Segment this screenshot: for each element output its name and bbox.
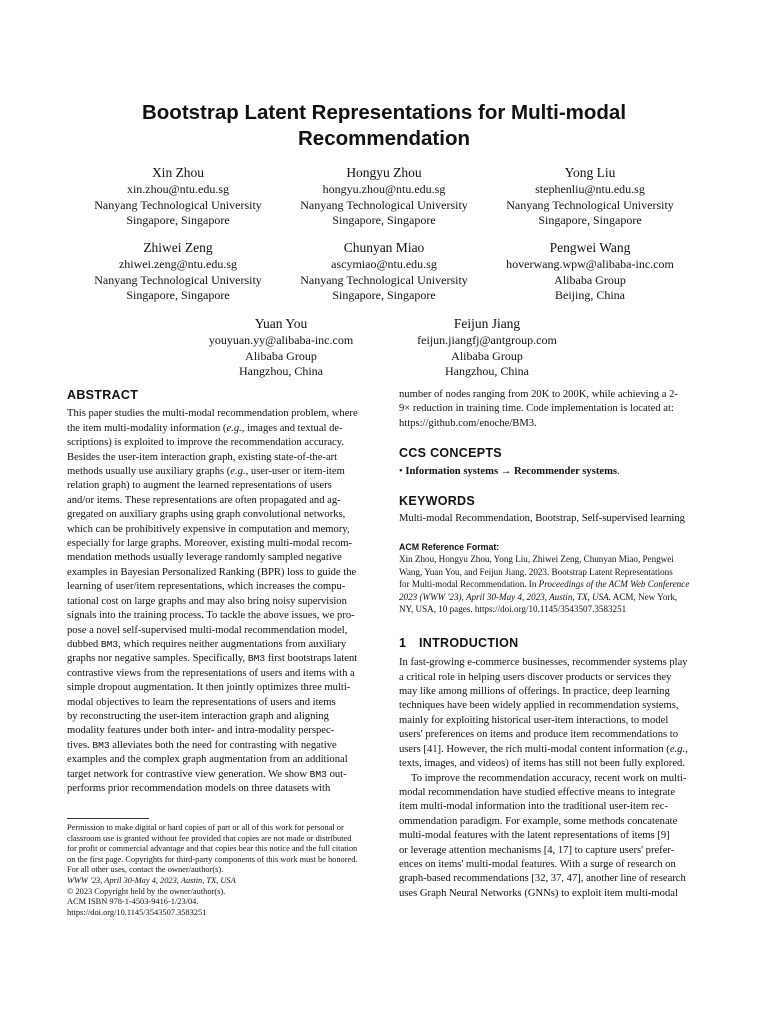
abstract-continued: https://github.com/enoche/BM3. — [399, 417, 537, 429]
author-email: hongyu.zhou@ntu.edu.sg — [322, 182, 446, 196]
author-email: hoverwang.wpw@alibaba-inc.com — [506, 257, 674, 271]
reference-line: Xin Zhou, Hongyu Zhou, Yong Liu, Zhiwei Zeng, Chunyan Miao, Pengwei — [399, 554, 674, 565]
intro-line: graph-based recommendations [32, 37, 47], another line of research — [399, 873, 686, 885]
abstract-line: mendation methods usually leverage randomly sampled negative — [67, 552, 342, 564]
author-email: youyuan.yy@alibaba-inc.com — [208, 333, 354, 347]
author-name: Chunyan Miao — [343, 240, 425, 255]
footnote-line: For all other uses, contact the owner/author(s). — [67, 865, 224, 875]
footnote-line: for profit or commercial advantage and that copies bear this notice and the full citation — [67, 844, 358, 854]
author-affiliation: Nanyang Technological University — [506, 197, 674, 212]
abstract-line: learning of user/item representations, which increases the compu- — [67, 581, 346, 593]
author-location: Singapore, Singapore — [126, 213, 230, 227]
acm-reference — [399, 541, 701, 616]
author-location: Singapore, Singapore — [332, 213, 436, 227]
author-name: Yong Liu — [564, 165, 616, 180]
abstract-line: methods usually use auxiliary graphs (e.g., user-user or item-item — [67, 466, 345, 478]
paper-title — [0, 100, 768, 152]
author-affiliation: Alibaba Group — [451, 348, 523, 363]
intro-line: multi-modal features with the latent representations of items [9] — [399, 830, 670, 842]
abstract-line: This paper studies the multi-modal recommendation problem, where — [67, 408, 358, 420]
author-name: Feijun Jiang — [453, 316, 521, 331]
abstract-line: contrastive views from the representations of users and items with a — [67, 667, 355, 679]
right-column — [399, 388, 701, 901]
author-email: ascymiao@ntu.edu.sg — [331, 257, 437, 271]
footnote-line: classroom use is granted without fee provided that copies are not made or distributed — [67, 833, 352, 843]
ccs-concepts: • Information systems → Recommender systems. — [399, 465, 620, 477]
intro-line: modal recommendation have studied effective means to integrate — [399, 786, 676, 798]
reference-line: 2023 (WWW '23), April 30-May 4, 2023, Austin, TX, USA. ACM, New York, — [399, 591, 678, 602]
abstract-line: simple dropout augmentation. It then jointly optimizes three multi- — [67, 682, 351, 694]
ccs-heading: CCS CONCEPTS — [399, 446, 502, 461]
title-line-2: Recommendation — [298, 127, 470, 150]
author-affiliation: Alibaba Group — [554, 272, 626, 287]
intro-line: users' preferences on items and produce item recommendations to — [399, 729, 679, 741]
intro-line: or leverage attention mechanisms [4, 17] to capture users' prefer- — [399, 844, 675, 856]
abstract-line: which can be prohibitively expensive in computation and memory, — [67, 523, 350, 535]
reference-line: Wang, Yuan You, and Feijun Jiang. 2023. Bootstrap Latent Representations — [399, 566, 673, 577]
abstract-line: by reconstructing the user-item interaction graph and aligning — [67, 710, 329, 722]
author-block — [63, 164, 293, 229]
author-affiliation: Nanyang Technological University — [300, 197, 468, 212]
abstract-line: Besides the user-item interaction graph, existing state-of-the-art — [67, 451, 338, 463]
abstract-section — [67, 388, 369, 796]
abstract-line: dubbed BM3, which requires neither augmentations from auxiliary — [67, 638, 347, 650]
author-name: Xin Zhou — [151, 165, 205, 180]
abstract-line: and/or items. These representations are often propagated and ag- — [67, 494, 341, 506]
section-number: 1 — [399, 635, 407, 650]
footnote-line: Permission to make digital or hard copies of part or all of this work for personal or — [67, 823, 344, 832]
reference-line: NY, USA, 10 pages. https://doi.org/10.1145/3543507.3583251 — [399, 604, 627, 615]
author-email: stephenliu@ntu.edu.sg — [535, 182, 645, 196]
abstract-line: tational cost on large graphs and may also bring noisy supervision — [67, 595, 347, 607]
abstract-line: graphs nor negative samples. Specifically, BM3 first bootstraps latent — [67, 653, 358, 665]
abstract-line: gregated on auxiliary graphs using graph convolutional networks, — [67, 509, 346, 521]
footnote-rule — [67, 818, 149, 819]
author-location: Hangzhou, China — [445, 364, 529, 378]
author-email: zhiwei.zeng@ntu.edu.sg — [118, 257, 238, 271]
intro-line: mainly for exploiting historical user-item interactions, to model — [399, 714, 669, 726]
author-block — [372, 315, 602, 380]
intro-line: To improve the recommendation accuracy, recent work on multi- — [411, 772, 687, 784]
author-email: feijun.jiangfj@antgroup.com — [417, 333, 557, 347]
abstract-heading: ABSTRACT — [67, 388, 139, 402]
section-title: INTRODUCTION — [419, 635, 519, 650]
author-affiliation: Nanyang Technological University — [94, 272, 262, 287]
abstract-continued: number of nodes ranging from 20K to 200K, while achieving a 2- — [399, 389, 678, 400]
abstract-line: examples and the complex graph augmentation from an additional — [67, 754, 348, 766]
intro-line: texts, images, and videos) of items has still not been fully explored. — [399, 758, 685, 770]
author-block — [475, 164, 705, 229]
author-block — [269, 164, 499, 229]
intro-line: ommendation paradigm. For example, some methods concatenate — [399, 815, 678, 827]
footnote-doi: https://doi.org/10.1145/3543507.3583251 — [67, 907, 207, 917]
copyright-footnote — [67, 823, 373, 918]
author-location: Singapore, Singapore — [538, 213, 642, 227]
footnote-line: ACM ISBN 978-1-4503-9416-1/23/04. — [67, 897, 199, 907]
intro-line: item multi-modal information into the traditional user-item rec- — [399, 801, 668, 813]
author-affiliation: Nanyang Technological University — [300, 272, 468, 287]
reference-line: for Multi-modal Recommendation. In Proceedings of the ACM Web Conference — [399, 579, 690, 590]
abstract-line: target network for contrastive view generation. We show BM3 out- — [67, 768, 347, 780]
intro-line: users [41]. However, the rich multi-modal content information (e.g., — [399, 743, 688, 755]
author-name: Yuan You — [254, 316, 308, 331]
author-name: Zhiwei Zeng — [143, 240, 213, 255]
introduction-heading — [399, 636, 701, 650]
intro-line: uses Graph Neural Networks (GNNs) to exploit item multi-modal — [399, 887, 678, 899]
author-block — [269, 239, 499, 304]
abstract-line: signals into the training process. To tackle the above issues, we pro- — [67, 610, 355, 622]
author-name: Hongyu Zhou — [346, 165, 422, 180]
abstract-line: pose a novel self-supervised multi-modal recommendation model, — [67, 624, 348, 636]
intro-line: a critical role in helping users discover products or services they — [399, 671, 672, 683]
footnote-line: on the first page. Copyrights for third-party components of this work must be honored. — [67, 854, 358, 864]
abstract-continued: 9× reduction in training time. Code implementation is located at: — [399, 403, 674, 415]
abstract-line: modality features under both inter- and intra-modality perspec- — [67, 725, 335, 737]
author-location: Singapore, Singapore — [126, 288, 230, 302]
abstract-line: examples in Bayesian Personalized Ranking (BPR) loss to guide the — [67, 566, 357, 578]
abstract-line: especially for large graphs. Moreover, existing multi-modal recom- — [67, 538, 353, 550]
keywords-text: Multi-modal Recommendation, Bootstrap, Self-supervised learning — [399, 513, 685, 525]
abstract-line: tives. BM3 alleviates both the need for contrasting with negative — [67, 739, 337, 751]
reference-heading: ACM Reference Format: — [399, 541, 500, 552]
title-line-1: Bootstrap Latent Representations for Multi-modal — [141, 101, 627, 124]
author-affiliation: Alibaba Group — [245, 348, 317, 363]
intro-line: techniques have been widely applied in recommendation systems, — [399, 700, 679, 712]
abstract-line: scriptions) is exploited to improve the recommendation accuracy. — [67, 437, 345, 449]
intro-line: may like among millions of offerings. In practice, deep learning — [399, 686, 670, 698]
footnote-line: © 2023 Copyright held by the owner/author(s). — [67, 886, 226, 896]
intro-line: ences on items' multi-modal features. With a surge of research on — [399, 858, 676, 870]
author-name: Pengwei Wang — [549, 240, 631, 255]
author-block — [63, 239, 293, 304]
abstract-line: relation graph) to augment the learned representations of users — [67, 480, 332, 492]
author-affiliation: Nanyang Technological University — [94, 197, 262, 212]
author-location: Singapore, Singapore — [332, 288, 436, 302]
intro-line: In fast-growing e-commerce businesses, recommender systems play — [399, 657, 688, 669]
abstract-line: the item multi-modality information (e.g., images and textual de- — [67, 422, 343, 434]
author-location: Beijing, China — [555, 288, 625, 302]
keywords-heading: KEYWORDS — [399, 494, 476, 509]
abstract-line: modal objectives to learn the representations of users and items — [67, 696, 336, 708]
author-email: xin.zhou@ntu.edu.sg — [126, 182, 230, 196]
author-location: Hangzhou, China — [239, 364, 323, 378]
footnote-venue: WWW '23, April 30-May 4, 2023, Austin, TX, USA — [67, 875, 236, 885]
author-block — [166, 315, 396, 380]
author-block — [475, 239, 705, 304]
abstract-line: performs prior recommendation models on three datasets with — [67, 782, 331, 794]
